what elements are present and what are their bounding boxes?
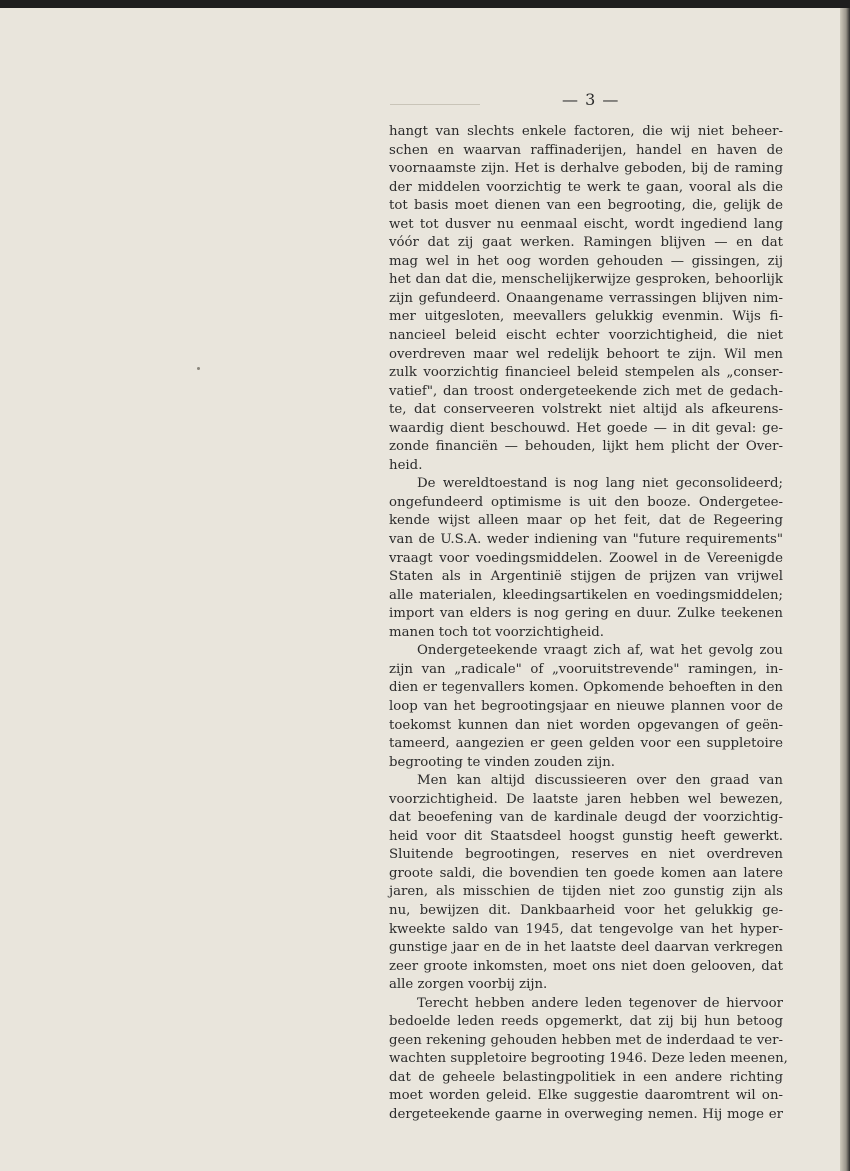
text-line: het dan dat die, menschelijkerwijze gesproken, behoorlijk bbox=[389, 272, 783, 288]
paper-speck bbox=[197, 367, 200, 370]
text-line: zijn van „radicale" of „vooruitstrevende" ramingen, in- bbox=[389, 661, 783, 677]
text-line: wachten suppletoire begrooting 1946. Deze leden meenen, bbox=[389, 1051, 788, 1067]
text-line: Sluitende begrootingen, reserves en niet overdreven bbox=[389, 847, 783, 863]
text-line: geen rekening gehouden hebben met de inderdaad te ver- bbox=[389, 1032, 783, 1048]
text-line: dat beoefening van de kardinale deugd der voorzichtig- bbox=[389, 810, 783, 826]
text-line: ongefundeerd optimisme is uit den booze. Ondergetee- bbox=[389, 494, 783, 510]
text-line: kende wijst alleen maar op het feit, dat de Regeering bbox=[389, 513, 783, 529]
text-line: dien er tegenvallers komen. Opkomende behoeften in den bbox=[389, 680, 783, 696]
text-line: der middelen voorzichtig te werk te gaan, vooral als die bbox=[389, 179, 783, 195]
text-line: tameerd, aangezien er geen gelden voor een suppletoire bbox=[389, 736, 783, 752]
text-line: zijn gefundeerd. Onaangename verrassingen blijven nim- bbox=[389, 290, 783, 306]
body-text bbox=[389, 123, 788, 1125]
text-line: heid voor dit Staatsdeel hoogst gunstig heeft gewerkt. bbox=[389, 828, 783, 844]
faint-rule bbox=[390, 104, 480, 105]
text-line: alle materialen, kleedingsartikelen en voedingsmiddelen; bbox=[389, 587, 783, 603]
text-line: groote saldi, die bovendien ten goede komen aan latere bbox=[389, 865, 783, 881]
text-line: toekomst kunnen dan niet worden opgevangen of geën- bbox=[389, 717, 783, 733]
text-line: voorzichtigheid. De laatste jaren hebben wel bewezen, bbox=[389, 791, 783, 807]
text-line: Men kan altijd discussieeren over den graad van bbox=[417, 773, 783, 789]
text-line: alle zorgen voorbij zijn. bbox=[389, 977, 548, 993]
text-line: begrooting te vinden zouden zijn. bbox=[389, 754, 616, 770]
text-line: waardig dient beschouwd. Het goede — in dit geval: ge- bbox=[389, 420, 783, 436]
text-line: tot basis moet dienen van een begrooting, die, gelijk de bbox=[389, 198, 783, 214]
text-line: loop van het begrootingsjaar en nieuwe plannen voor de bbox=[389, 698, 783, 714]
text-line: vatief", dan troost ondergeteekende zich met de gedach- bbox=[389, 383, 783, 399]
text-line: van de U.S.A. weder indiening van "future requirements" bbox=[389, 532, 783, 548]
text-line: wet tot dusver nu eenmaal eischt, wordt ingediend lang bbox=[389, 216, 783, 232]
text-line: zulk voorzichtig financieel beleid stempelen als „conser- bbox=[389, 365, 783, 381]
text-line: dergeteekende gaarne in overweging nemen. Hij moge er bbox=[389, 1106, 783, 1122]
text-line: mag wel in het oog worden gehouden — gissingen, zij bbox=[389, 253, 783, 269]
text-line: gunstige jaar en de in het laatste deel daarvan verkregen bbox=[389, 940, 783, 956]
text-line: schen en waarvan raffinaderijen, handel en haven de bbox=[389, 142, 783, 158]
text-line: voornaamste zijn. Het is derhalve geboden, bij de raming bbox=[389, 161, 783, 177]
text-line: nancieel beleid eischt echter voorzichtigheid, die niet bbox=[389, 328, 783, 344]
text-line: nu, bewijzen dit. Dankbaarheid voor het gelukkig ge- bbox=[389, 902, 783, 918]
text-line: hangt van slechts enkele factoren, die wij niet beheer- bbox=[389, 124, 783, 139]
text-line: vraagt voor voedingsmiddelen. Zoowel in de Vereenigde bbox=[389, 550, 783, 566]
page-number: — 3 — bbox=[562, 90, 620, 109]
text-line: heid. bbox=[389, 457, 423, 473]
text-line: bedoelde leden reeds opgemerkt, dat zij bij hun betoog bbox=[389, 1014, 783, 1030]
text-line: overdreven maar wel redelijk behoort te zijn. Wil men bbox=[389, 346, 783, 362]
text-line: Ondergeteekende vraagt zich af, wat het gevolg zou bbox=[417, 643, 783, 659]
text-line: vóór dat zij gaat werken. Ramingen blijven — en dat bbox=[389, 235, 783, 251]
text-line: zonde financiën — behouden, lijkt hem plicht der Over- bbox=[389, 439, 783, 455]
text-line: kweekte saldo van 1945, dat tengevolge van het hyper- bbox=[389, 921, 783, 937]
text-line: dat de geheele belastingpolitiek in een andere richting bbox=[389, 1069, 783, 1085]
text-line: Staten als in Argentinië stijgen de prijzen van vrijwel bbox=[389, 569, 783, 585]
text-line: jaren, als misschien de tijden niet zoo gunstig zijn als bbox=[389, 884, 783, 900]
text-line: te, dat conserveeren volstrekt niet altijd als afkeurens- bbox=[389, 402, 783, 418]
text-line: moet worden geleid. Elke suggestie daaromtrent wil on- bbox=[389, 1088, 783, 1104]
text-line: manen toch tot voorzichtigheid. bbox=[389, 624, 604, 640]
text-line: Terecht hebben andere leden tegenover de hiervoor bbox=[417, 995, 783, 1011]
text-line: zeer groote inkomsten, moet ons niet doen gelooven, dat bbox=[389, 958, 783, 974]
text-line: mer uitgesloten, meevallers gelukkig evenmin. Wijs fi- bbox=[389, 309, 783, 325]
text-line: De wereldtoestand is nog lang niet geconsolideerd; bbox=[417, 476, 783, 492]
page-edge bbox=[840, 8, 850, 1171]
text-line: import van elders is nog gering en duur. Zulke teekenen bbox=[389, 606, 783, 622]
